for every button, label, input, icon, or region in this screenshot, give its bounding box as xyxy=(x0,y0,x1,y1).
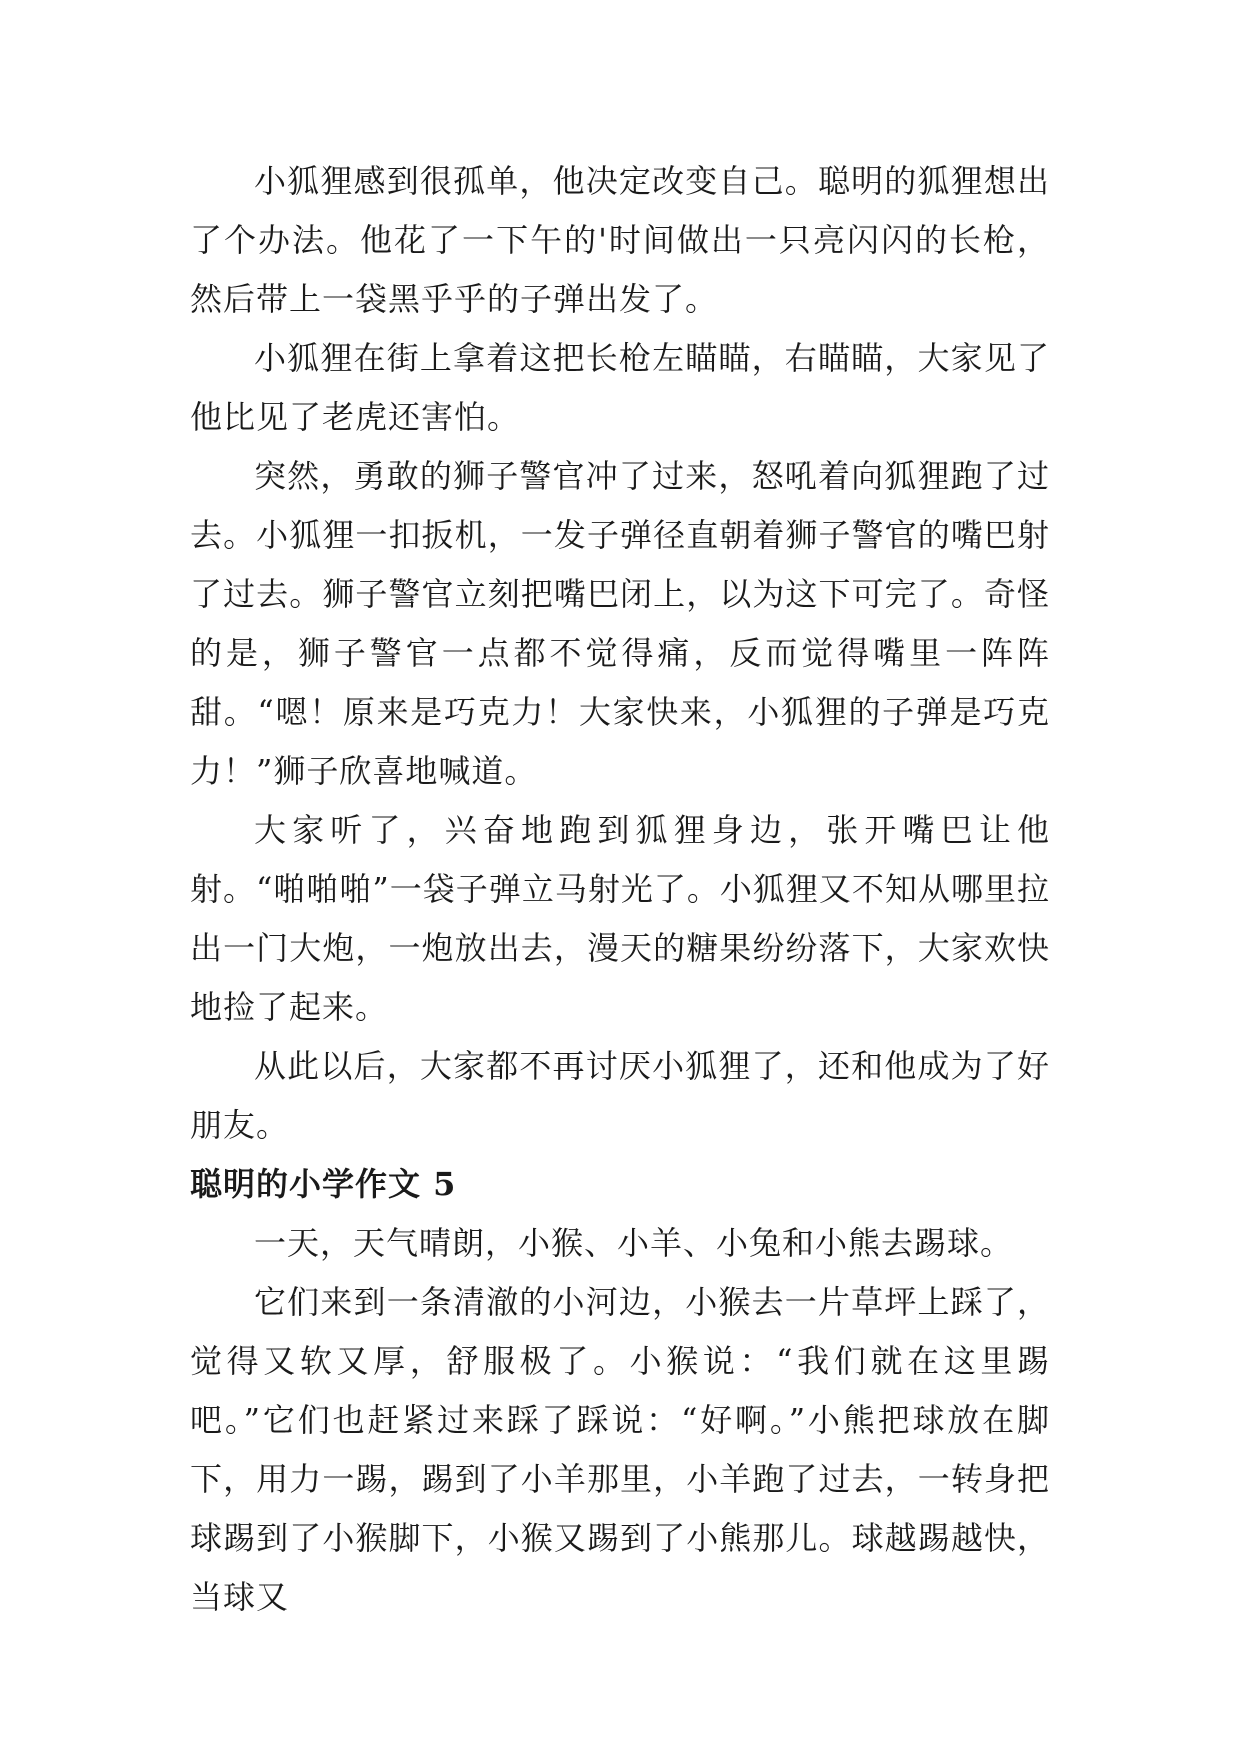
paragraph-lion-officer: 突然，勇敢的狮子警官冲了过来，怒吼着向狐狸跑了过去。小狐狸一扣扳机，一发子弹径直朝着狮子警官的嘴巴射了过去。狮子警官立刻把嘴巴闭上，以为这下可完了。奇怪的是，狮子警官一点都不觉得痛，反而觉得嘴里一阵阵甜。“嗯！原来是巧克力！大家快来，小狐狸的子弹是巧克力！”狮子欣喜地喊道。 xyxy=(190,457,1050,790)
paragraph-fox-street: 小狐狸在街上拿着这把长枪左瞄瞄，右瞄瞄，大家见了他比见了老虎还害怕。 xyxy=(190,339,1050,436)
paragraph-everyone-came: 大家听了，兴奋地跑到狐狸身边，张开嘴巴让他射。“啪啪啪”一袋子弹立马射光了。小狐狸又不知从哪里拉出一门大炮，一炮放出去，漫天的糖果纷纷落下，大家欢快地捡了起来。 xyxy=(190,811,1050,1026)
paragraph-fox-lonely: 小狐狸感到很孤单，他决定改变自己。聪明的狐狸想出了个办法。他花了一下午的'时间做出一只亮闪闪的长枪，然后带上一袋黑乎乎的子弹出发了。 xyxy=(190,162,1050,318)
document-page xyxy=(190,152,1050,1627)
paragraph-friends: 从此以后，大家都不再讨厌小狐狸了，还和他成为了好朋友。 xyxy=(190,1047,1050,1144)
paragraph-river-football: 它们来到一条清澈的小河边，小猴去一片草坪上踩了，觉得又软又厚，舒服极了。小猴说：“我们就在这里踢吧。”它们也赶紧过来踩了踩说：“好啊。”小熊把球放在脚下，用力一踢，踢到了小羊那里，小羊跑了过去，一转身把球踢到了小猴脚下，小猴又踢到了小熊那儿。球越踢越快，当球又 xyxy=(190,1283,1050,1616)
section-title: 聪明的小学作文 5 xyxy=(190,1165,457,1203)
paragraph-sunny-day: 一天，天气晴朗，小猴、小羊、小兔和小熊去踢球。 xyxy=(254,1224,1014,1262)
